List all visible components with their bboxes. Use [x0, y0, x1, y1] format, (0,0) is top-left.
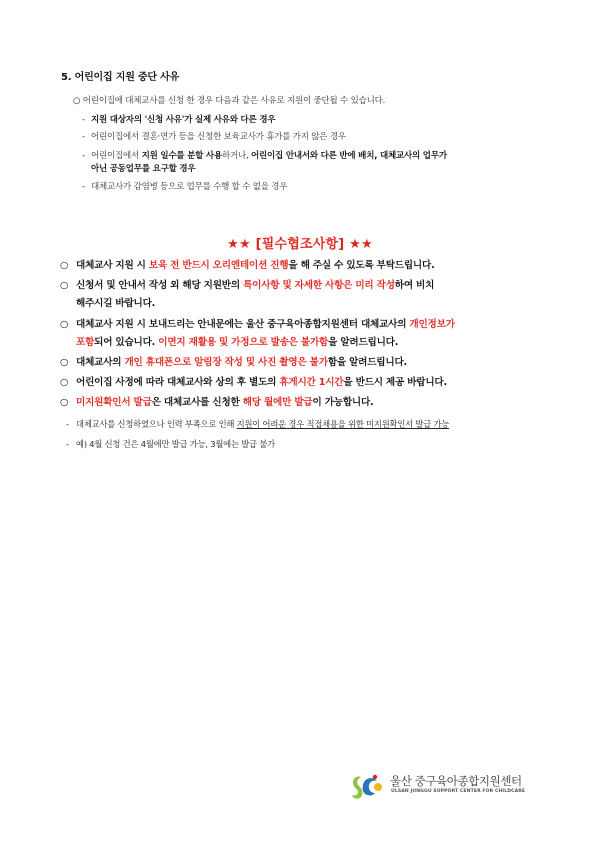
notice-highlight: 보육 전 반드시 오리엔테이션 진행 [148, 260, 289, 271]
sub-item-text: 어린이집 안내서와 다른 반에 배치, 대체교사의 업무가 [251, 151, 447, 161]
bullet-circle-icon: ○ [60, 357, 69, 368]
notice-text: 신청서 및 안내서 작성 외 해당 지원반의 [76, 280, 244, 291]
sub-item-continuation: 아닌 공동업무를 요구할 경우 [91, 164, 196, 174]
notice-item [60, 374, 530, 392]
section-intro: ○ 어린이집에 대체교사를 신청 한 경우 다음과 같은 사유로 지원이 중단될 수 있습니다. [73, 96, 386, 106]
notice-highlight: 미지원확인서 발급 [76, 397, 152, 408]
center-logo-korean-name: 울산 중구육아종합지원센터 [390, 774, 522, 788]
notice-text: 을 해 주실 수 있도록 부탁드립니다. [288, 260, 435, 271]
notice-item [60, 257, 530, 275]
notice-highlight: 포함 [76, 337, 95, 348]
notice-text: 을 반드시 제공 바랍니다. [343, 377, 447, 388]
sub-item-text: 대체교사가 감염병 등으로 업무를 수행 할 수 없을 경우 [91, 182, 288, 192]
notice-text: 되어 있습니다. [94, 337, 159, 348]
notice-item [60, 354, 530, 372]
notice-note [66, 438, 275, 450]
note-dash: - [66, 419, 69, 429]
notice-highlight: 휴게시간 1시간 [279, 377, 344, 388]
sub-item-text: 어린이집에서 [91, 151, 142, 161]
section-title: 5. 어린이집 지원 중단 사유 [61, 72, 180, 83]
sub-item-dash: - [82, 132, 85, 142]
notice-note [66, 418, 449, 430]
notice-text: 함을 알려드립니다. [327, 357, 407, 368]
notice-text: 대체교사의 [76, 357, 125, 368]
notice-item [60, 277, 530, 313]
section-sub-item [82, 181, 287, 194]
notice-highlight: 개인정보가 [409, 319, 455, 330]
sub-item-text: 지원 대상자의 '신청 사유'가 실제 사유와 다른 경우 [91, 115, 276, 125]
notice-text: 은 대체교사를 신청한 [151, 397, 243, 408]
bullet-circle-icon: ○ [60, 280, 69, 291]
notice-highlight: 특이사항 및 자세한 사항은 미리 작성 [243, 280, 395, 291]
note-text: 예) 4월 신청 건은 4월에만 발급 가능, 3월에는 발급 불가 [76, 439, 275, 449]
section-sub-item [82, 114, 275, 127]
bullet-circle-icon: ○ [60, 319, 69, 330]
note-text: 대체교사를 신청하였으나 인력 부족으로 인해 [76, 419, 237, 429]
sub-item-text: 어린이집에서 결혼·연가 등을 신청한 보육교사가 휴가를 가지 않은 경우 [91, 132, 346, 142]
notice-item [60, 316, 530, 352]
notice-text: 대체교사 지원 시 보내드리는 안내문에는 울산 중구육아종합지원센터 대체교사의 [76, 319, 410, 330]
notice-highlight: 개인 휴대폰으로 알림장 작성 및 사진 촬영은 불가 [124, 357, 328, 368]
center-logo-english-name: ULSAN JUNGGU SUPPORT CENTER FOR CHILDCARE [391, 789, 526, 794]
section-sub-item [82, 131, 346, 144]
notice-text: 대체교사 지원 시 [76, 260, 149, 271]
sub-item-text: 하거나, [221, 151, 252, 161]
notice-text: 을 알려드립니다. [328, 337, 399, 348]
note-text: 지원이 어려운 경우 직접채용을 위한 미지원확인서 발급 가능 [236, 419, 450, 429]
bullet-circle-icon: ○ [60, 397, 69, 408]
notice-highlight: 해당 월에만 발급 [242, 397, 313, 408]
notice-item [60, 394, 530, 412]
sub-item-dash: - [82, 182, 85, 192]
notice-text: 어린이집 사정에 따라 대체교사와 상의 후 별도의 [76, 377, 280, 388]
sub-item-text: 지원 일수를 분할 사용 [141, 151, 222, 161]
notice-text: 해주시길 바랍니다. [76, 298, 156, 309]
notice-highlight: 이면지 재활용 및 가정으로 발송은 불가함 [158, 337, 329, 348]
sub-item-dash: - [82, 115, 85, 125]
notice-title: ★★ [필수협조사항] ★★ [227, 237, 373, 252]
note-dash: - [66, 439, 69, 449]
section-sub-item [82, 150, 447, 176]
notice-text: 이 가능합니다. [312, 397, 374, 408]
center-logo-mark-icon [350, 772, 386, 802]
notice-text: 하여 비치 [394, 280, 435, 291]
bullet-circle-icon: ○ [60, 260, 69, 271]
bullet-circle-icon: ○ [60, 377, 69, 388]
sub-item-dash: - [82, 151, 85, 161]
center-logo [350, 772, 550, 802]
